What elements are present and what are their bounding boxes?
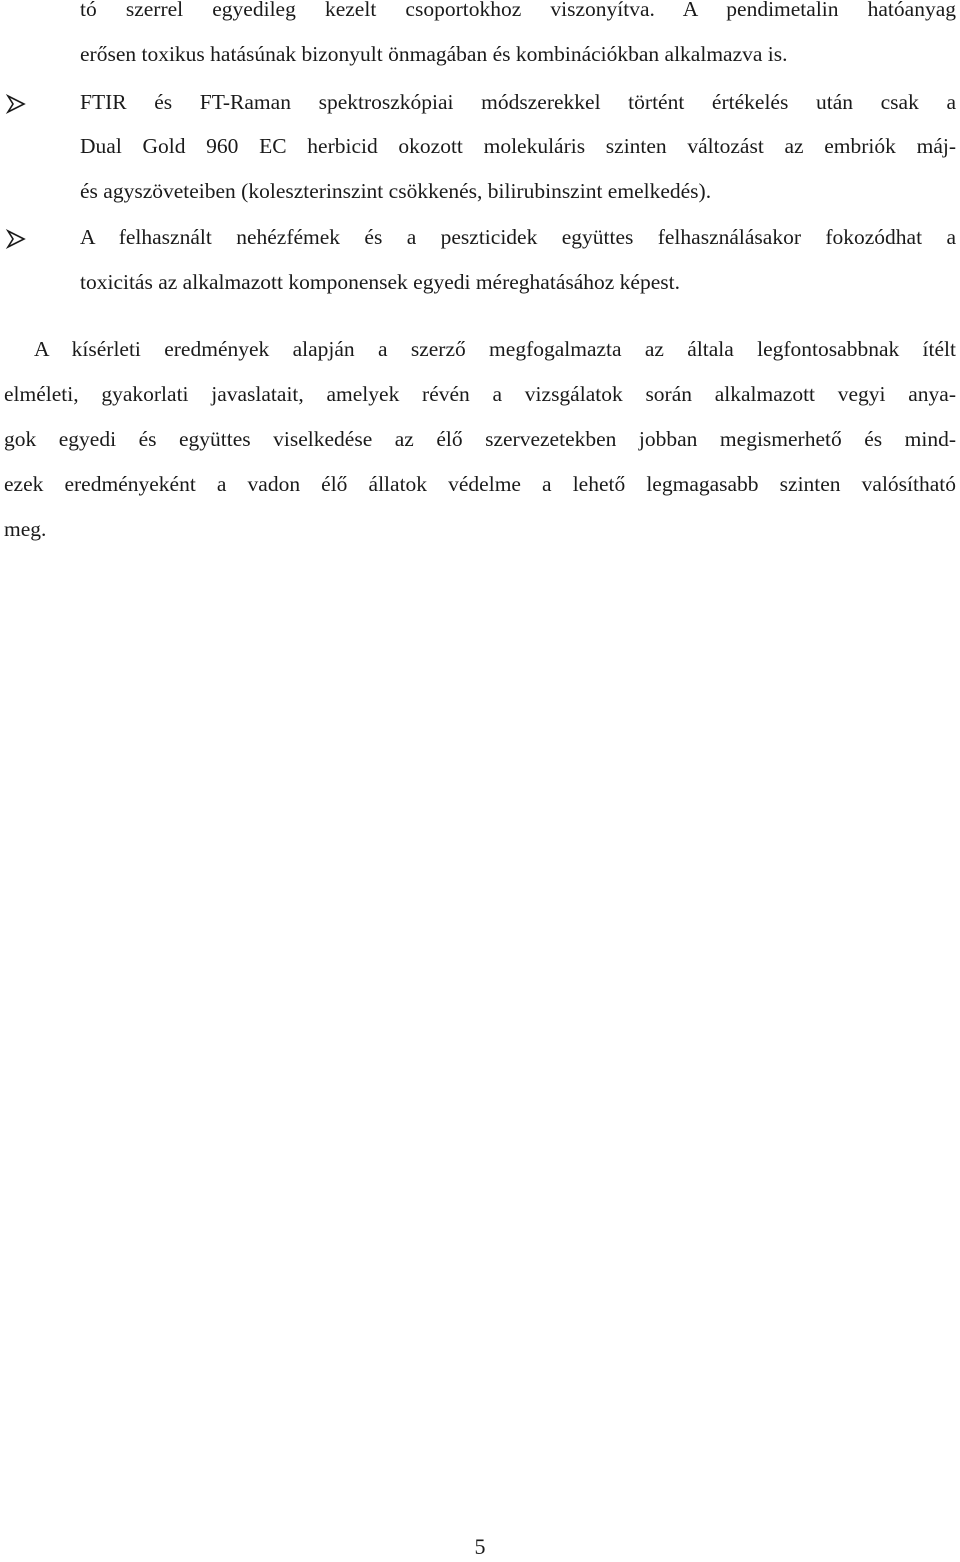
bullet-line: FTIR és FT-Raman spektroszkópiai módszerekkel történt értékelés után csak a bbox=[80, 90, 956, 114]
paragraph-line: tó szerrel egyedileg kezelt csoportokhoz viszonyítva. A pendimetalin hatóanyag bbox=[80, 0, 956, 21]
bullet-line: toxicitás az alkalmazott komponensek egyedi méreghatásához képest. bbox=[80, 270, 680, 294]
paragraph-line: gok egyedi és együttes viselkedése az élő szervezetekben jobban megismerhető és mind- bbox=[4, 427, 956, 451]
arrowhead-bullet-icon bbox=[4, 227, 28, 251]
bullet-line: és agyszöveteiben (koleszterinszint csökkenés, bilirubinszint emelkedés). bbox=[80, 179, 712, 203]
arrowhead-bullet-icon bbox=[4, 92, 28, 116]
bullet-line: A felhasznált nehézfémek és a peszticidek együttes felhasználásakor fokozódhat a bbox=[80, 225, 956, 249]
paragraph-line: erősen toxikus hatásúnak bizonyult önmagában és kombinációkban alkalmazva is. bbox=[80, 42, 788, 66]
page-number: 5 bbox=[474, 1534, 486, 1559]
paragraph-line: meg. bbox=[4, 517, 47, 541]
bullet-line: Dual Gold 960 EC herbicid okozott molekuláris szinten változást az embriók máj- bbox=[80, 134, 956, 158]
paragraph-line: ezek eredményeként a vadon élő állatok védelme a lehető legmagasabb szinten valósítható bbox=[4, 472, 956, 496]
paragraph-line: A kísérleti eredmények alapján a szerző megfogalmazta az általa legfontosabbnak ítélt bbox=[34, 337, 956, 361]
paragraph-line: elméleti, gyakorlati javaslatait, amelyek révén a vizsgálatok során alkalmazott vegyi anya- bbox=[4, 382, 956, 406]
